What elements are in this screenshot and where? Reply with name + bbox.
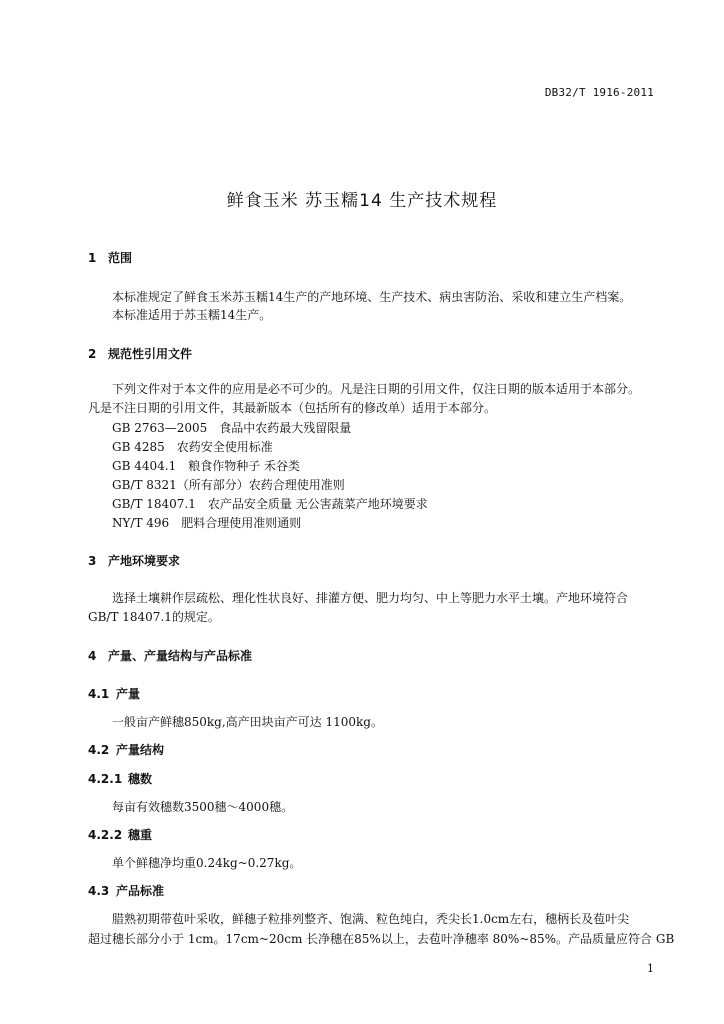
section-number: 4.2 (88, 743, 110, 757)
section-1-heading (88, 249, 132, 266)
document-title: 鲜食玉米 苏玉糯14 生产技术规程 (226, 191, 498, 211)
paragraph-line: 超过穗长部分小于 1cm。17cm~20cm 长净穗在85%以上，去苞叶净穗率 80%~85%。产品质量应符合 GB (88, 932, 675, 946)
paragraph-line: 单个鲜穗净均重0.24kg~0.27kg。 (112, 856, 302, 870)
section-4-3-heading (88, 882, 164, 899)
reference-item: GB 2763—2005 食品中农药最大残留限量 (112, 421, 352, 435)
reference-item: GB/T 8321（所有部分）农药合理使用准则 (112, 478, 345, 492)
section-number: 4 (88, 649, 97, 663)
section-number: 3 (88, 554, 97, 568)
page-number: 1 (647, 962, 654, 975)
section-number: 4.2.1 (88, 772, 123, 786)
section-title: 规范性引用文件 (108, 347, 193, 361)
standard-code: DB32/T 1916-2011 (544, 86, 654, 99)
paragraph-line: 下列文件对于本文件的应用是必不可少的。凡是注日期的引用文件，仅注日期的版本适用于本部分。 (112, 382, 641, 396)
section-3-heading (88, 552, 180, 569)
paragraph-line: 凡是不注日期的引用文件，其最新版本（包括所有的修改单）适用于本部分。 (88, 401, 497, 415)
section-number: 4.3 (88, 884, 110, 898)
paragraph-line: 本标准规定了鲜食玉米苏玉糯14生产的产地环境、生产技术、病虫害防治、采收和建立生产档案。 (112, 290, 632, 304)
section-4-2-heading (88, 741, 164, 758)
reference-item: NY/T 496 肥料合理使用准则通则 (112, 516, 302, 530)
reference-item: GB 4404.1 粮食作物种子 禾谷类 (112, 459, 301, 473)
section-4-1-heading (88, 685, 140, 702)
section-number: 4.1 (88, 687, 110, 701)
paragraph-line: 每亩有效穗数3500穗～4000穗。 (112, 800, 294, 814)
section-title: 产品标准 (116, 884, 165, 898)
section-title: 产地环境要求 (108, 554, 181, 568)
section-title: 产量、产量结构与产品标准 (108, 649, 253, 663)
paragraph-line: 腊熟初期带苞叶采收，鲜穗子粒排列整齐、饱满、粒色纯白，秃尖长1.0cm左右，穗柄长及苞叶尖 (112, 912, 630, 926)
paragraph-line: 选择土壤耕作层疏松、理化性状良好、排灌方便、肥力均匀、中上等肥力水平土壤。产地环境符合 (112, 591, 629, 605)
section-4-2-1-heading (88, 770, 152, 787)
section-2-heading (88, 345, 192, 362)
paragraph-line: 本标准适用于苏玉糯14生产。 (112, 308, 272, 322)
section-title: 穗数 (128, 772, 153, 786)
section-4-2-2-heading (88, 826, 152, 843)
section-number: 4.2.2 (88, 828, 123, 842)
paragraph-line: GB/T 18407.1的规定。 (88, 610, 220, 624)
section-title: 范围 (108, 251, 133, 265)
section-number: 1 (88, 251, 97, 265)
section-title: 产量 (116, 687, 141, 701)
section-title: 穗重 (128, 828, 153, 842)
section-title: 产量结构 (116, 743, 165, 757)
section-number: 2 (88, 347, 97, 361)
reference-item: GB 4285 农药安全使用标准 (112, 440, 273, 454)
paragraph-line: 一般亩产鲜穗850kg,高产田块亩产可达 1100kg。 (112, 715, 383, 729)
section-4-heading (88, 647, 252, 664)
reference-item: GB/T 18407.1 农产品安全质量 无公害蔬菜产地环境要求 (112, 497, 428, 511)
